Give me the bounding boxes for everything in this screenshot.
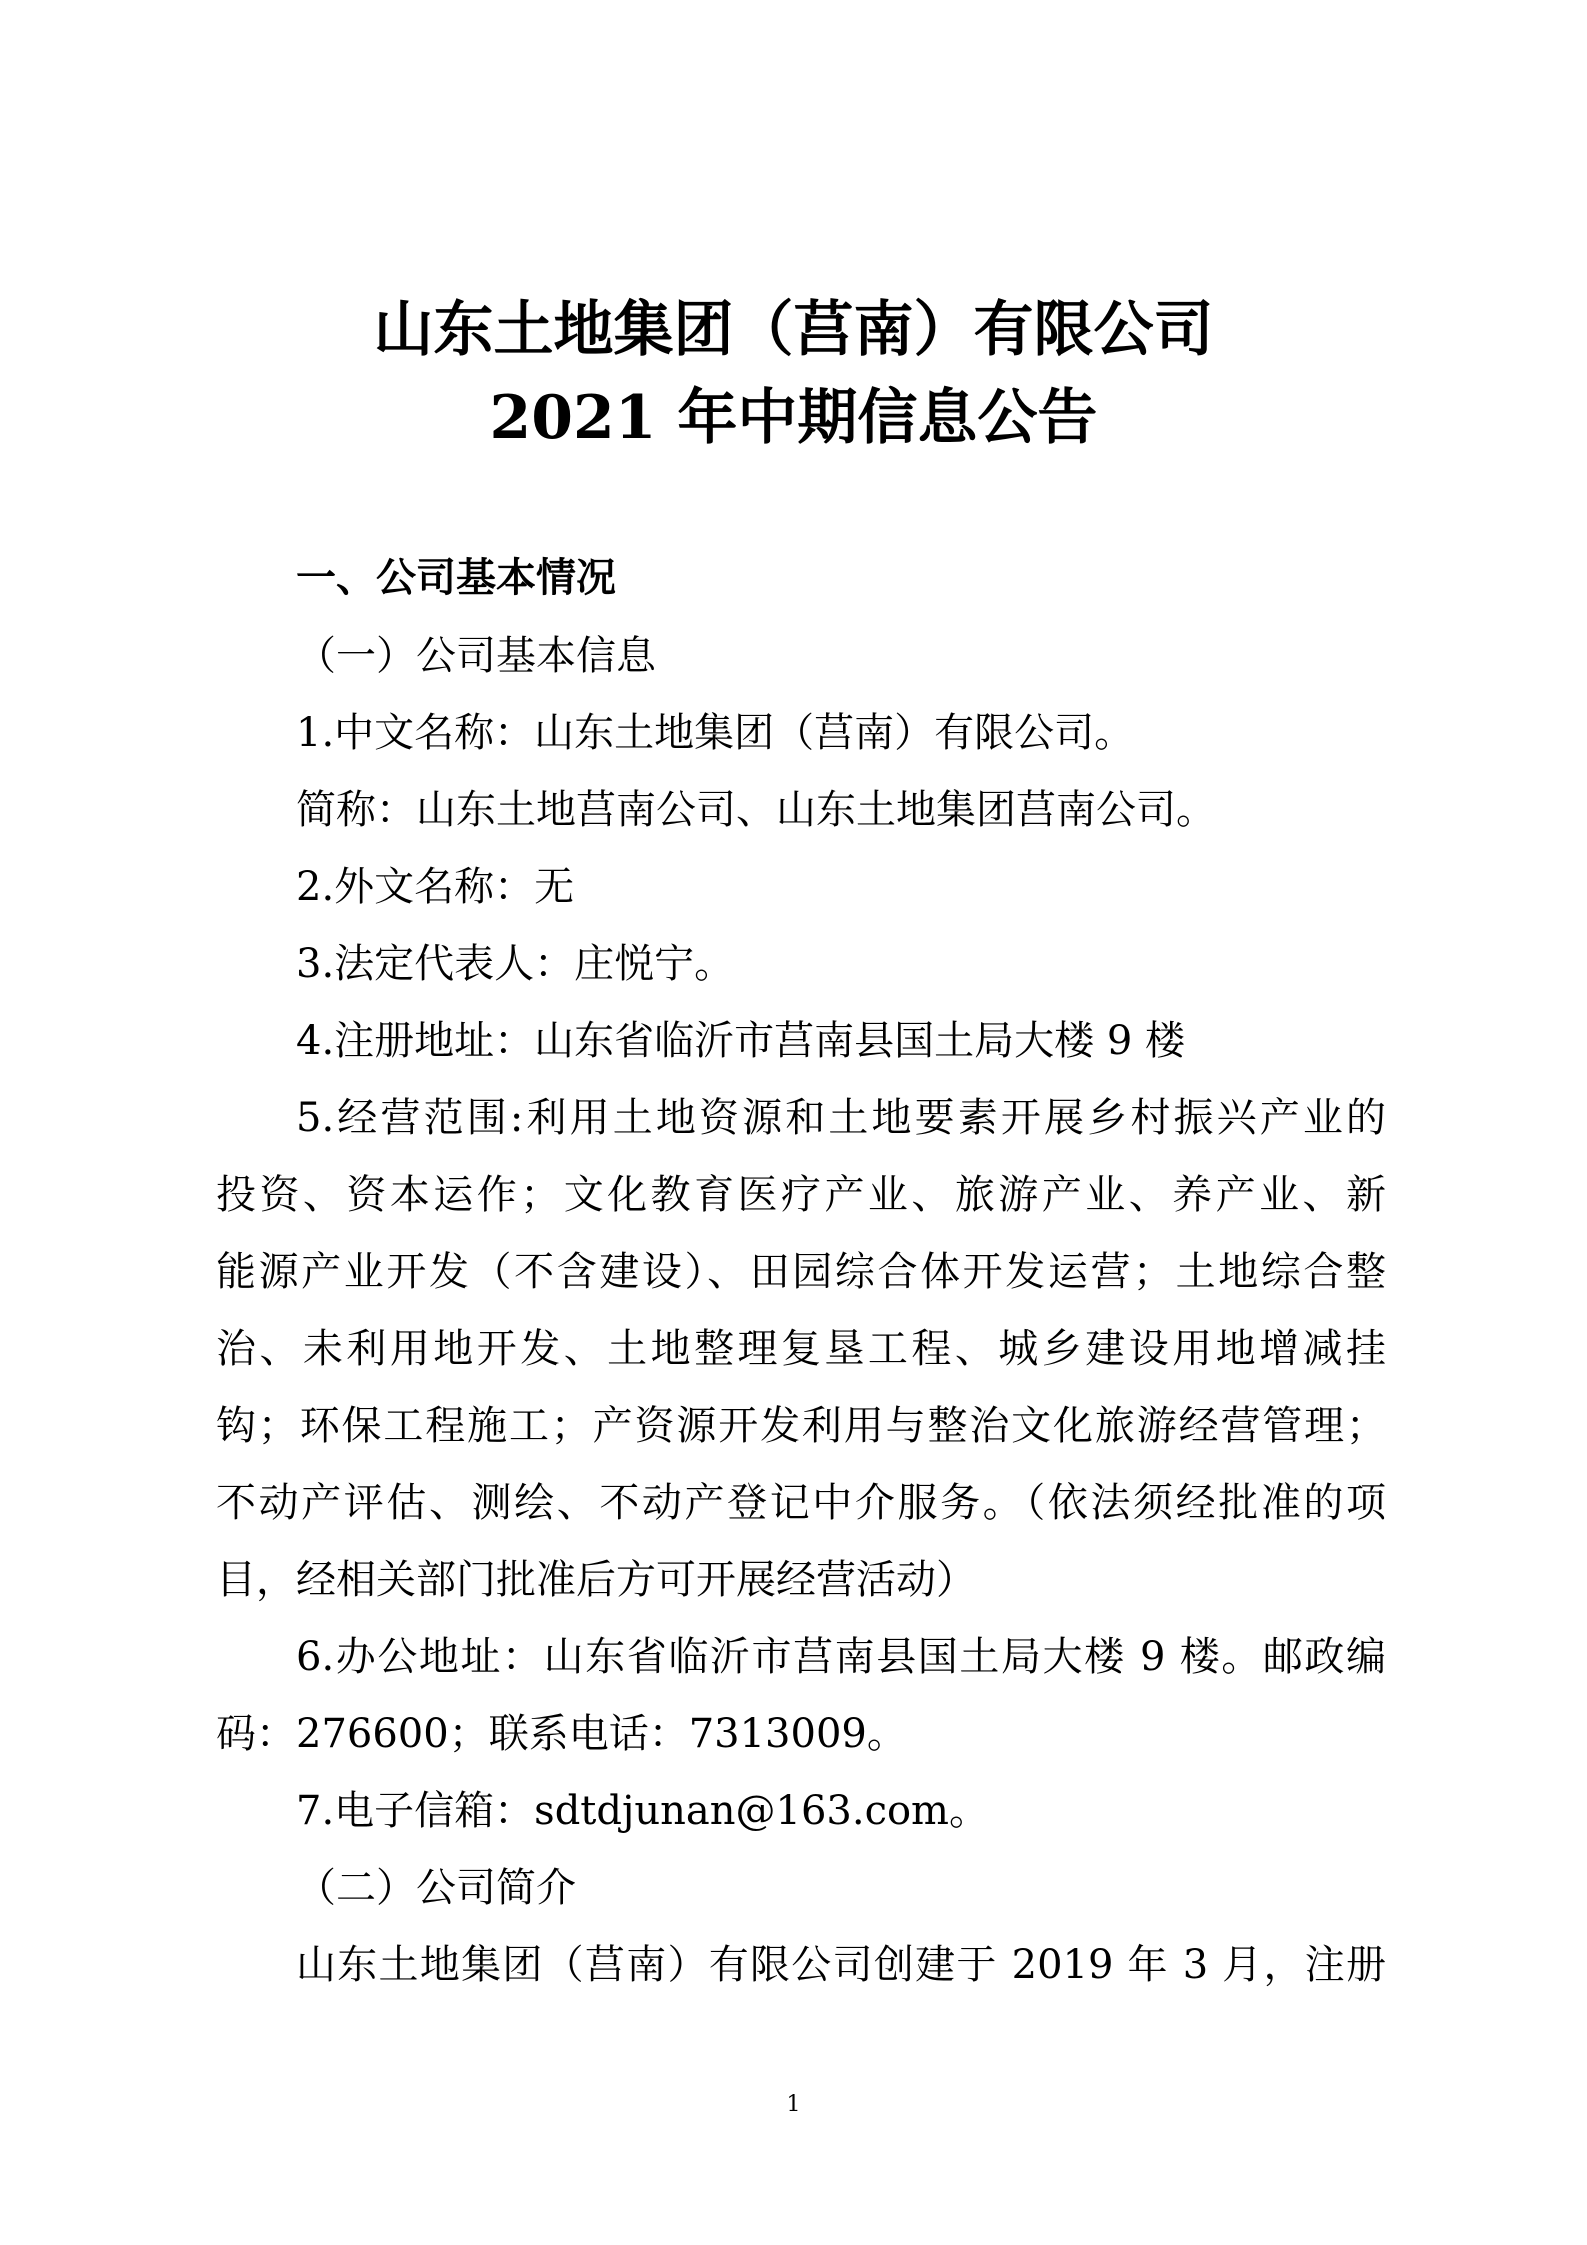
business-scope-line: 目，经相关部门批准后方可开展经营活动） [216,1557,976,1603]
item-short-name: 简称：山东土地莒南公司、山东土地集团莒南公司。 [296,787,1216,833]
business-scope-line: 钩；环保工程施工；产资源开发利用与整治文化旅游经营管理； [216,1403,1386,1449]
subsection-heading-basic-info: （一）公司基本信息 [296,633,656,679]
item-chinese-name: 1.中文名称：山东土地集团（莒南）有限公司。 [296,710,1135,756]
office-contact-line: 码：276600；联系电话：7313009。 [216,1711,907,1757]
item-foreign-name: 2.外文名称：无 [296,864,575,910]
office-address-line: 6.办公地址：山东省临沂市莒南县国土局大楼 9 楼。邮政编 [296,1634,1386,1680]
business-scope-line: 不动产评估、测绘、不动产登记中介服务。（依法须经批准的项 [216,1480,1386,1526]
page-number: 1 [786,2092,801,2117]
subsection-heading-intro: （二）公司简介 [296,1865,576,1911]
section-heading: 一、公司基本情况 [296,555,616,601]
business-scope-line: 投资、资本运作；文化教育医疗产业、旅游产业、养产业、新 [216,1172,1386,1218]
item-legal-representative: 3.法定代表人：庄悦宁。 [296,941,735,987]
item-email: 7.电子信箱：sdtdjunan@163.com。 [296,1788,989,1834]
document-title-line1: 山东土地集团（莒南）有限公司 [373,295,1214,365]
document-title-line2: 2021 年中期信息公告 [489,383,1098,453]
intro-paragraph-line: 山东土地集团（莒南）有限公司创建于 2019 年 3 月，注册 [296,1942,1386,1988]
business-scope-line: 5.经营范围:利用土地资源和土地要素开展乡村振兴产业的 [296,1095,1386,1141]
business-scope-line: 治、未利用地开发、土地整理复垦工程、城乡建设用地增减挂 [216,1326,1386,1372]
business-scope-line: 能源产业开发（不含建设）、田园综合体开发运营；土地综合整 [216,1249,1386,1295]
item-registered-address: 4.注册地址：山东省临沂市莒南县国土局大楼 9 楼 [296,1018,1186,1064]
